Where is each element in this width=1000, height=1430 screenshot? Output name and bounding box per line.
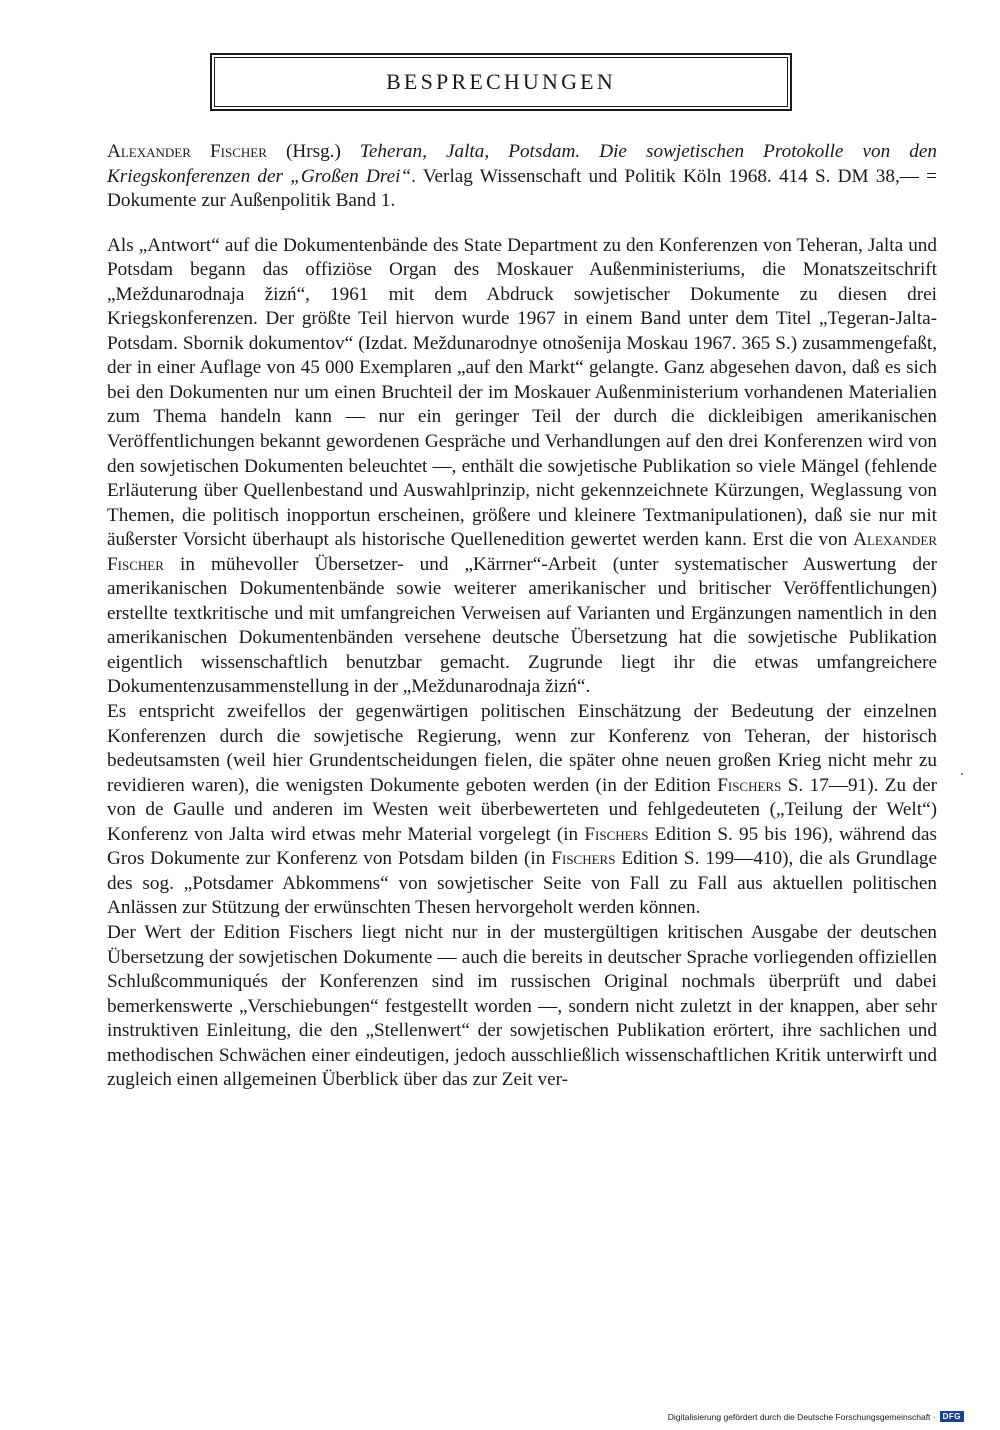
review-content: [107, 140, 937, 1093]
citation-book-title: Teheran, Jalta, Potsdam. Die sowjetischen Protokolle von den Kriegskonferenzen der „Großen Drei“: [107, 141, 937, 187]
section-title: BESPRECHUNGEN: [386, 69, 616, 94]
author-name: Fischers: [551, 848, 616, 870]
dfg-logo-icon: DFG: [940, 1411, 964, 1422]
paragraph-3: Der Wert der Edition Fischers liegt nicht nur in der mustergültigen kritischen Ausgabe der deutschen Übersetzung der sowjetischen Dokumente — auch die bereits in deutscher Sprache vorliegenden offiziellen Schlußcommuniqués der Konferenzen sind im russischen Original nochmals überprüft und dabei bemerkenswerte „Verschiebungen“ festgestellt worden —, sondern nicht zuletzt in der knappen, aber sehr instruktiven Einleitung, die den „Stellenwert“ der sowjetischen Publikation erörtert, ihre sachlichen und methodischen Schwächen einer eindeutigen, jedoch ausschließlich wissenschaftlichen Kritik unterwirft und zugleich einen allgemeinen Überblick über das zur Zeit ver-: [107, 921, 937, 1091]
paragraph-1: [107, 234, 937, 700]
paragraph-1-text-b: in mühevoller Übersetzer- und „Kärrner“-Arbeit (unter systematischer Auswertung der amerikanischen Dokumentenbände sowie weiterer amerikanischer und britischer Veröffentlichungen) erstellte textkritische und mit umfangreichen Verweisen auf Varianten und Ergänzungen namentlich in den amerikanischen Dokumentenbänden versehene deutsche Übersetzung hat die sowjetische Publikation eigentlich wissenschaftlich benutzbar gemacht. Zugrunde liegt ihr die etwas umfangreichere Dokumentenzusammenstellung in der „Meždunarodnaja žizń“.: [107, 553, 937, 698]
scan-speck: [961, 773, 963, 775]
paragraph-1-text-a: Als „Antwort“ auf die Dokumentenbände des State Department zu den Konferenzen von Teheran, Jalta und Potsdam begann das offiziöse Organ des Moskauer Außenministeriums, die Monatszeitschrift „Meždunarodnaja žizń“, 1961 mit dem Abdruck sowjetischer Dokumente zu diesen drei Kriegskonferenzen. Der größte Teil hiervon wurde 1967 in einem Band unter dem Titel „Tegeran-Jalta-Potsdam. Sbornik dokumentov“ (Izdat. Meždunarodnye otnošenija Moskau 1967. 365 S.) zusammengefaßt, der in einer Auflage von 45 000 Exemplaren „auf den Markt“ gelangte. Ganz abgesehen davon, daß es sich bei den Dokumenten nur um einen Bruchteil der im Moskauer Außenministerium vorhandenen Materialien zum Thema handeln kann — nur ein geringer Teil der durch die dickleibigen amerikanischen Veröffentlichungen bekannt gewordenen Gespräche und Verhandlungen auf den drei Konferenzen wird von den sowjetischen Dokumenten beleuchtet —, enthält die sowjetische Publikation so viele Mängel (fehlende Erläuterung über Quellenbestand und Auswahlprinzip, nicht gekennzeichnete Kürzungen, Weglassung von Themen, die politisch inopportun erscheinen, größere und kleinere Textmanipulationen), daß sie nur mit äußerster Vorsicht überhaupt als historische Quellenedition gewertet werden kann. Erst die von: [107, 234, 937, 551]
author-name: Fischers: [584, 823, 649, 845]
author-name: Alexander Fischer: [107, 529, 937, 575]
paragraph-2-text-a: Es entspricht zweifellos der gegenwärtigen politischen Einschätzung der Bedeutung der einzelnen Konferenzen durch die sowjetische Regierung, wenn zur Konferenz von Teheran, der historisch bedeutsamsten (weil hier Grundentscheidungen fielen, die später ohne neuen großen Krieg nicht mehr zu revidieren waren), die wenigsten Dokumente geboten werden (in der Edition: [107, 701, 937, 796]
citation-editor-note: (Hrsg.): [266, 141, 360, 162]
book-citation: [107, 140, 937, 214]
section-header-box: [210, 53, 792, 111]
paragraph-2-text-b: S. 17—91). Zu der von de Gaulle und anderen im Westen weit überbewerteten und fehlgedeuteten („Teilung der Welt“) Konferenz von Jalta wird etwas mehr Material vorgelegt (in: [107, 774, 938, 845]
paragraph-2: [107, 700, 937, 921]
footer-text: Digitalisierung gefördert durch die Deutsche Forschungsgemeinschaft ·: [667, 1411, 936, 1422]
paragraph-2-text-d: Edition S. 199—410), die als Grundlage des sog. „Potsdamer Abkommens“ von sowjetischer Seite von Fall zu Fall aus aktuellen politischen Anlässen zur Stützung der erwünschten Thesen hervorgeholt werden können.: [107, 848, 937, 919]
paragraph-2-text-c: Edition S. 95 bis 196), während das Gros Dokumente zur Konferenz von Potsdam bilden (in: [107, 823, 937, 870]
author-name: Fischers: [717, 774, 782, 796]
citation-publication: . Verlag Wissenschaft und Politik Köln 1968. 414 S. DM 38,— = Dokumente zur Außenpolitik Band 1.: [107, 165, 937, 212]
citation-author: Alexander Fischer: [107, 141, 267, 162]
digitization-footer: [668, 1411, 964, 1422]
